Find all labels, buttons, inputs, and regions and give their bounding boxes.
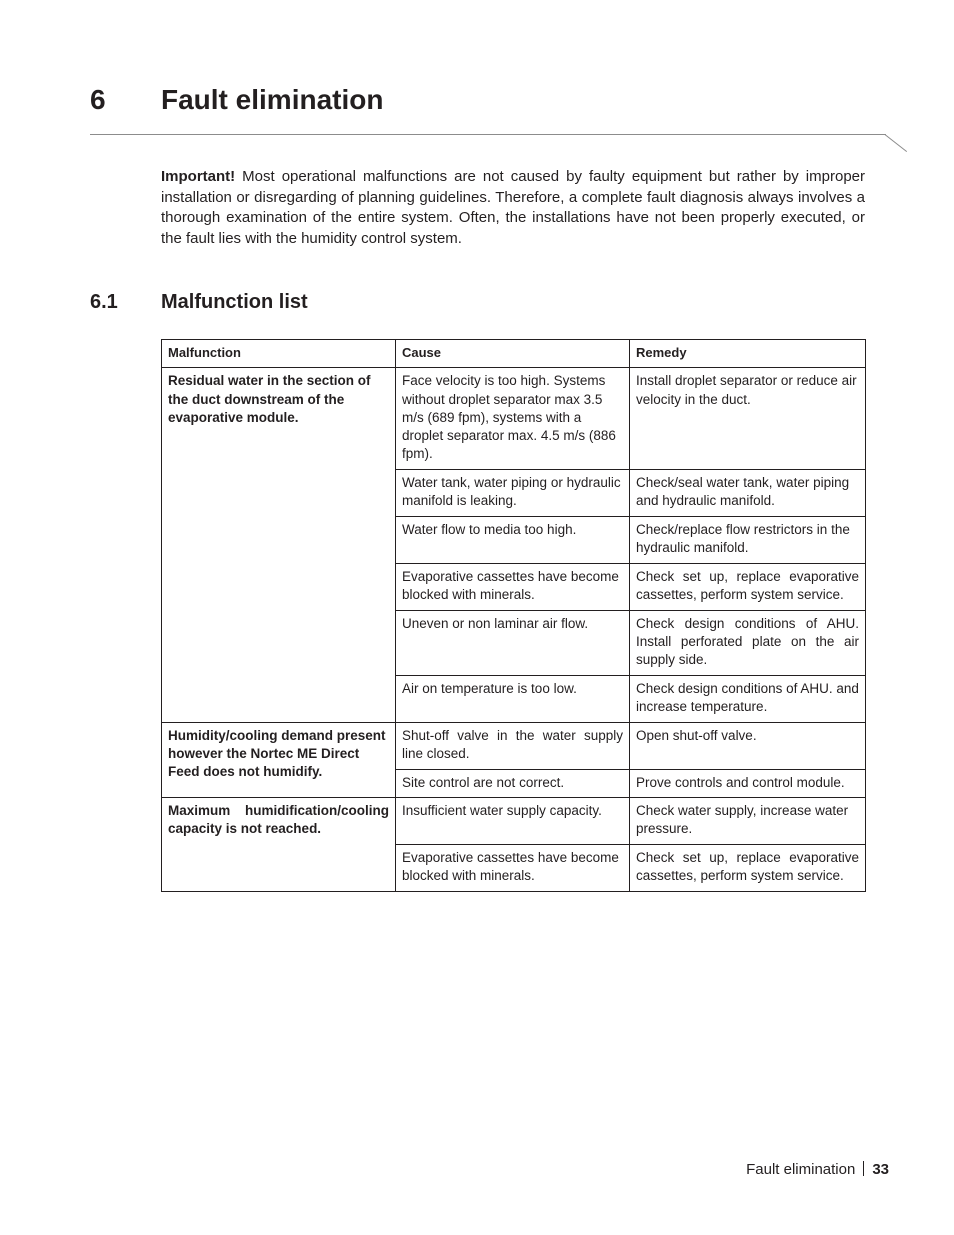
section-number: 6.1 bbox=[90, 291, 118, 313]
remedy-cell: Check design conditions of AHU. Install perforated plate on the air supply side. bbox=[630, 610, 866, 675]
intro-paragraph bbox=[161, 167, 865, 249]
remedy-cell: Check set up, replace evaporative cassettes, perform system service. bbox=[630, 563, 866, 610]
table-header-row bbox=[162, 340, 866, 368]
intro-text: Most operational malfunctions are not caused by faulty equipment but rather by improper installation or disregarding of planning guidelines. Therefore, a complete fault diagnosis always involves a thorough examination of the entire system. Often, the installations have not been properly executed, or the fault lies with the humidity control system. bbox=[161, 168, 865, 247]
cause-cell: Insufficient water supply capacity. bbox=[396, 798, 630, 845]
remedy-cell: Check water supply, increase water pressure. bbox=[630, 798, 866, 845]
remedy-cell: Open shut-off valve. bbox=[630, 722, 866, 769]
chapter-divider bbox=[90, 134, 886, 135]
cause-cell: Evaporative cassettes have become blocked with minerals. bbox=[396, 563, 630, 610]
chapter-divider-corner bbox=[884, 134, 907, 152]
cause-cell: Water flow to media too high. bbox=[396, 516, 630, 563]
cause-cell: Face velocity is too high. Systems without droplet separator max 3.5 m/s (689 fpm), systems with a droplet separator max. 4.5 m/s (886 fpm). bbox=[396, 368, 630, 469]
intro-lead: Important! bbox=[161, 168, 236, 185]
table-row bbox=[162, 798, 866, 845]
header-cause: Cause bbox=[396, 340, 630, 368]
page-footer bbox=[700, 1161, 889, 1178]
cause-cell: Water tank, water piping or hydraulic manifold is leaking. bbox=[396, 469, 630, 516]
section-title: Malfunction list bbox=[161, 291, 308, 313]
malfunction-table bbox=[161, 339, 866, 892]
chapter-number: 6 bbox=[90, 84, 106, 115]
cause-cell: Air on temperature is too low. bbox=[396, 675, 630, 722]
remedy-cell: Check/seal water tank, water piping and hydraulic manifold. bbox=[630, 469, 866, 516]
footer-label: Fault elimination bbox=[746, 1161, 856, 1178]
chapter-title: Fault elimination bbox=[161, 84, 384, 115]
cause-cell: Site control are not correct. bbox=[396, 769, 630, 797]
malfunction-cell: Humidity/cooling demand present however the Nortec ME Direct Feed does not humidify. bbox=[162, 722, 396, 797]
cause-cell: Evaporative cassettes have become blocked with minerals. bbox=[396, 845, 630, 892]
remedy-cell: Prove controls and control module. bbox=[630, 769, 866, 797]
footer-separator bbox=[863, 1161, 864, 1176]
table-row bbox=[162, 722, 866, 769]
remedy-cell: Check/replace flow restrictors in the hydraulic manifold. bbox=[630, 516, 866, 563]
cause-cell: Uneven or non laminar air flow. bbox=[396, 610, 630, 675]
page-number: 33 bbox=[872, 1161, 889, 1178]
remedy-cell: Install droplet separator or reduce air velocity in the duct. bbox=[630, 368, 866, 469]
malfunction-cell: Maximum humidification/cooling capacity is not reached. bbox=[162, 798, 396, 892]
cause-cell: Shut-off valve in the water supply line closed. bbox=[396, 722, 630, 769]
table-row bbox=[162, 368, 866, 469]
malfunction-cell: Residual water in the section of the duct downstream of the evaporative module. bbox=[162, 368, 396, 722]
remedy-cell: Check set up, replace evaporative cassettes, perform system service. bbox=[630, 845, 866, 892]
remedy-cell: Check design conditions of AHU. and increase temperature. bbox=[630, 675, 866, 722]
header-malfunction: Malfunction bbox=[162, 340, 396, 368]
header-remedy: Remedy bbox=[630, 340, 866, 368]
